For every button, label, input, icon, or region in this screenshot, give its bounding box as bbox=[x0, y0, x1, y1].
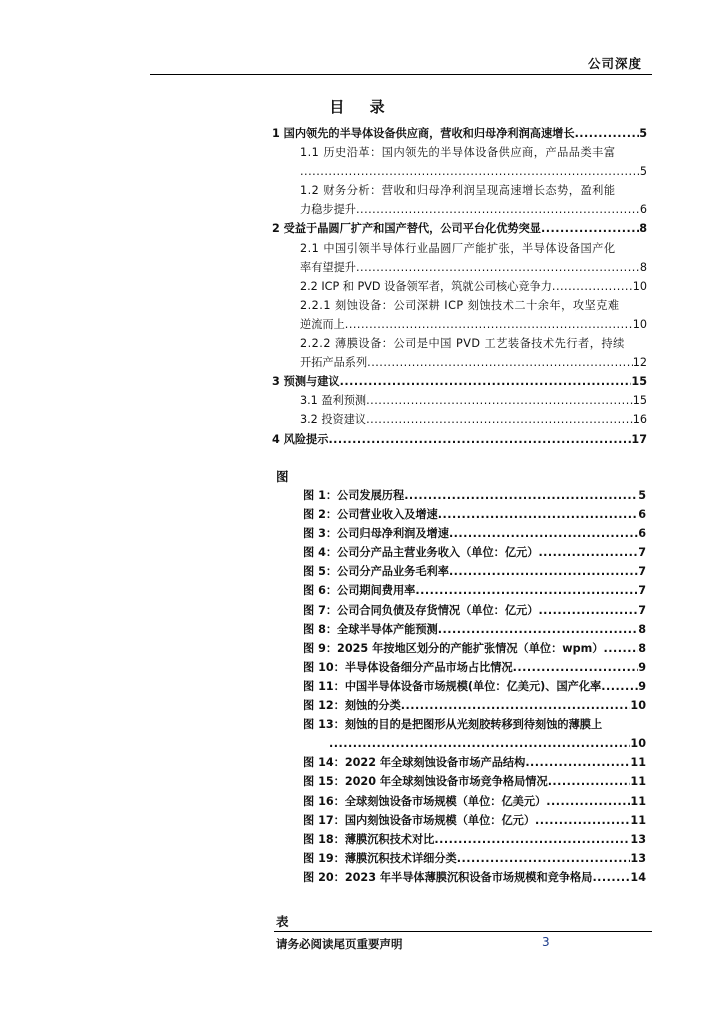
dot-leader bbox=[404, 486, 638, 505]
toc-entry-title: 3.1 盈利预测 bbox=[300, 394, 367, 408]
figure-entry[interactable] bbox=[303, 868, 646, 887]
figure-entry-page: 7 bbox=[638, 565, 646, 579]
toc-entry-page: 8 bbox=[639, 260, 647, 274]
toc-entry[interactable] bbox=[272, 334, 647, 372]
header-rule bbox=[150, 74, 652, 75]
figure-entry-page: 14 bbox=[630, 870, 646, 884]
figure-entry-title: 图 10：半导体设备细分产品市场占比情况 bbox=[303, 660, 513, 674]
dot-leader bbox=[457, 849, 631, 868]
toc-entry[interactable] bbox=[272, 124, 647, 143]
figure-entry[interactable] bbox=[303, 620, 646, 639]
dot-leader bbox=[415, 581, 638, 600]
figure-entry-title: 图 18：薄膜沉积技术对比 bbox=[303, 832, 435, 846]
dot-leader bbox=[300, 162, 640, 181]
figure-entry[interactable] bbox=[303, 677, 646, 696]
toc-entry-page: 10 bbox=[632, 317, 647, 331]
dot-leader bbox=[525, 753, 630, 772]
figure-entry-page: 8 bbox=[638, 622, 646, 636]
dot-leader bbox=[438, 620, 638, 639]
figure-entry-title: 图 6：公司期间费用率 bbox=[303, 584, 416, 598]
dot-leader bbox=[366, 410, 633, 429]
figure-entry-title: 图 5：公司分产品业务毛利率 bbox=[303, 565, 449, 579]
toc-entry[interactable] bbox=[272, 219, 647, 238]
dot-leader bbox=[340, 372, 632, 391]
figure-entry[interactable] bbox=[303, 505, 646, 524]
figure-entry-page: 7 bbox=[638, 546, 646, 560]
figure-entry[interactable] bbox=[303, 639, 646, 658]
figure-entry[interactable] bbox=[303, 715, 646, 753]
toc-entry-page: 5 bbox=[639, 165, 647, 179]
figure-entry-page: 11 bbox=[630, 813, 646, 827]
toc-entry-page: 6 bbox=[639, 203, 647, 217]
figure-entry[interactable] bbox=[303, 849, 646, 868]
toc-entry-title: 1.1 历史沿革：国内领先的半导体设备供应商，产品品类丰富 bbox=[300, 146, 616, 160]
figure-entry-title: 图 3：公司归母净利润及增速 bbox=[303, 527, 449, 541]
toc-entry[interactable] bbox=[272, 372, 647, 391]
toc-entry-title-cont: 开拓产品系列 bbox=[300, 356, 368, 370]
toc-entry-title: 2.2 ICP 和 PVD 设备领军者，筑就公司核心竞争力 bbox=[300, 279, 552, 293]
dot-leader bbox=[513, 658, 639, 677]
figure-entry-title: 图 2：公司营业收入及增速 bbox=[303, 508, 438, 522]
dot-leader bbox=[367, 353, 633, 372]
figure-entry-title: 图 19：薄膜沉积技术详细分类 bbox=[303, 851, 457, 865]
toc-entry[interactable] bbox=[272, 277, 647, 296]
figure-list bbox=[303, 486, 646, 887]
dot-leader bbox=[538, 543, 638, 562]
figure-entry[interactable] bbox=[303, 562, 646, 581]
dot-leader bbox=[449, 562, 638, 581]
figure-entry[interactable] bbox=[303, 601, 646, 620]
toc-entry-page: 12 bbox=[632, 356, 647, 370]
figure-entry[interactable] bbox=[303, 772, 646, 791]
dot-leader bbox=[548, 772, 631, 791]
figure-entry-page: 9 bbox=[638, 660, 646, 674]
toc-entry[interactable] bbox=[272, 296, 647, 334]
toc-entry[interactable] bbox=[272, 181, 647, 219]
dot-leader bbox=[546, 792, 630, 811]
dot-leader bbox=[356, 200, 640, 219]
dot-leader bbox=[345, 315, 633, 334]
figure-entry[interactable] bbox=[303, 658, 646, 677]
figure-entry-title: 图 16：全球刻蚀设备市场规模（单位：亿美元） bbox=[303, 794, 547, 808]
toc-entry-page: 17 bbox=[631, 432, 647, 446]
figure-entry-title: 图 13：刻蚀的目的是把图形从光刻胶转移到待刻蚀的薄膜上 bbox=[303, 718, 603, 732]
toc-entry-page: 10 bbox=[632, 279, 647, 293]
footer-rule bbox=[274, 931, 652, 932]
figure-entry-page: 10 bbox=[630, 699, 646, 713]
toc-entry-title: 2.2.1 刻蚀设备：公司深耕 ICP 刻蚀技术二十余年，攻坚克难 bbox=[300, 298, 620, 312]
figure-entry-title: 图 4：公司分产品主营业务收入（单位：亿元） bbox=[303, 546, 539, 560]
toc-entry-page: 15 bbox=[631, 375, 647, 389]
figure-entry-page: 11 bbox=[630, 775, 646, 789]
figure-entry-title: 图 8：全球半导体产能预测 bbox=[303, 622, 438, 636]
header-label: 公司深度 bbox=[587, 56, 642, 71]
toc-entry-title: 3 预测与建议 bbox=[272, 375, 340, 389]
figure-entry-title: 图 1：公司发展历程 bbox=[303, 489, 405, 502]
toc-entry-title: 1.2 财务分析：营收和归母净利润呈现高速增长态势，盈利能 bbox=[300, 184, 616, 198]
dot-leader bbox=[538, 601, 638, 620]
toc-entry[interactable] bbox=[272, 430, 647, 449]
dot-leader bbox=[603, 639, 638, 658]
figure-entry-title: 图 12：刻蚀的分类 bbox=[303, 699, 401, 713]
toc-entry[interactable] bbox=[272, 239, 647, 277]
figure-entry[interactable] bbox=[303, 486, 646, 505]
toc-entry-title: 2 受益于晶圆厂扩产和国产替代，公司平台化优势突显 bbox=[272, 222, 541, 236]
figure-entry-title: 图 17：国内刻蚀设备市场规模（单位：亿元） bbox=[303, 813, 536, 827]
dot-leader bbox=[601, 677, 638, 696]
figure-entry-page: 6 bbox=[638, 527, 646, 541]
figure-entry-title: 图 7：公司合同负债及存货情况（单位：亿元） bbox=[303, 603, 539, 617]
figure-entry-page: 13 bbox=[630, 832, 646, 846]
table-of-contents bbox=[272, 124, 647, 449]
figure-entry-page: 9 bbox=[638, 679, 646, 693]
dot-leader bbox=[434, 830, 630, 849]
dot-leader bbox=[401, 696, 631, 715]
toc-entry-title: 2.1 中国引领半导体行业晶圆厂产能扩张，半导体设备国产化 bbox=[300, 241, 616, 255]
dot-leader bbox=[329, 734, 630, 753]
toc-entry-title: 1 国内领先的半导体设备供应商，营收和归母净利润高速增长 bbox=[272, 127, 575, 140]
tables-heading: 表 bbox=[276, 914, 289, 929]
dot-leader bbox=[535, 811, 630, 830]
dot-leader bbox=[541, 219, 639, 238]
toc-entry-page: 8 bbox=[639, 222, 647, 236]
toc-entry-page: 15 bbox=[632, 394, 647, 408]
figure-entry[interactable] bbox=[303, 581, 646, 600]
figure-entry-page: 10 bbox=[630, 737, 646, 751]
toc-entry-page: 5 bbox=[639, 127, 647, 140]
figure-entry[interactable] bbox=[303, 811, 646, 830]
figure-entry[interactable] bbox=[303, 696, 646, 715]
figure-entry-page: 5 bbox=[638, 489, 646, 502]
figure-entry-page: 6 bbox=[638, 508, 646, 522]
dot-leader bbox=[438, 505, 638, 524]
figure-entry-title: 图 20：2023 年半导体薄膜沉积设备市场规模和竞争格局 bbox=[303, 870, 593, 884]
figure-entry-title: 图 11：中国半导体设备市场规模(单位：亿美元)、国产化率 bbox=[303, 679, 602, 693]
toc-entry-title-cont: 力稳步提升 bbox=[300, 203, 356, 217]
toc-title: 目 录 bbox=[329, 98, 395, 116]
figure-entry-page: 13 bbox=[630, 851, 646, 865]
figure-entry-page: 7 bbox=[638, 584, 646, 598]
figure-entry[interactable] bbox=[303, 830, 646, 849]
page-number: 3 bbox=[542, 935, 550, 949]
figure-entry-page: 11 bbox=[630, 756, 646, 770]
toc-entry-title: 3.2 投资建议 bbox=[300, 413, 367, 427]
dot-leader bbox=[592, 868, 630, 887]
figure-entry-title: 图 14：2022 年全球刻蚀设备市场产品结构 bbox=[303, 756, 526, 770]
toc-entry[interactable] bbox=[272, 410, 647, 429]
dot-leader bbox=[328, 430, 631, 449]
dot-leader bbox=[552, 277, 633, 296]
figure-entry[interactable] bbox=[303, 753, 646, 772]
figure-entry-page: 7 bbox=[638, 603, 646, 617]
figure-entry-title: 图 9：2025 年按地区划分的产能扩张情况（单位：wpm） bbox=[303, 641, 604, 655]
toc-entry-title: 2.2.2 薄膜设备：公司是中国 PVD 工艺装备技术先行者，持续 bbox=[300, 337, 625, 351]
figure-entry-page: 8 bbox=[638, 641, 646, 655]
toc-entry[interactable] bbox=[272, 391, 647, 410]
toc-entry[interactable] bbox=[272, 143, 647, 181]
toc-entry-title-cont: 逆流而上 bbox=[300, 317, 345, 331]
dot-leader bbox=[449, 524, 638, 543]
figure-entry[interactable] bbox=[303, 524, 646, 543]
figure-entry-page: 11 bbox=[630, 794, 646, 808]
figure-entry-title: 图 15：2020 年全球刻蚀设备市场竞争格局情况 bbox=[303, 775, 548, 789]
figures-heading: 图 bbox=[276, 469, 289, 484]
toc-entry-title: 4 风险提示 bbox=[272, 432, 329, 446]
toc-entry-title-cont: 率有望提升 bbox=[300, 260, 356, 274]
dot-leader bbox=[575, 124, 640, 143]
dot-leader bbox=[366, 391, 633, 410]
figure-entry[interactable] bbox=[303, 543, 646, 562]
footer-disclaimer: 请务必阅读尾页重要声明 bbox=[276, 937, 403, 951]
dot-leader bbox=[356, 258, 640, 277]
figure-entry[interactable] bbox=[303, 792, 646, 811]
toc-entry-page: 16 bbox=[632, 413, 647, 427]
